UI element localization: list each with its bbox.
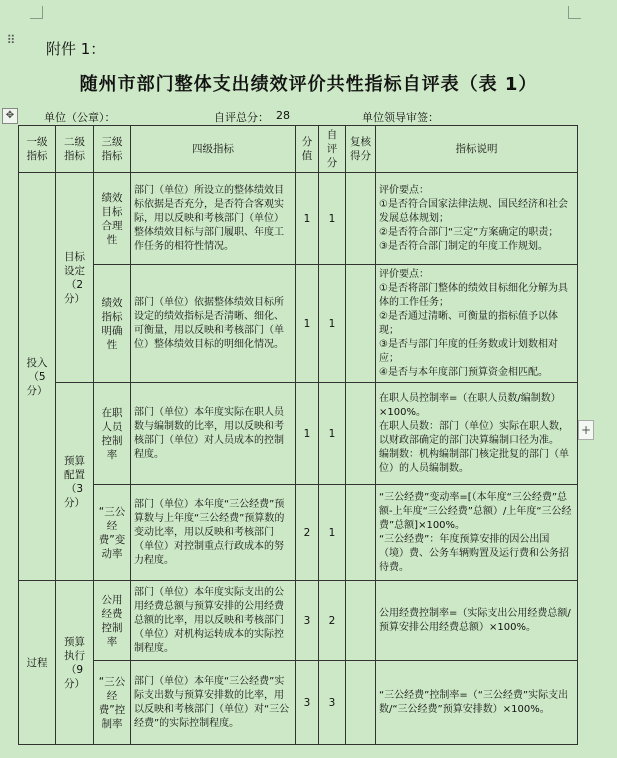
drag-handle-icon[interactable]: ⠿ <box>6 33 16 47</box>
attachment-label: 附件 1： <box>46 40 106 58</box>
score-value: 28 <box>276 109 290 122</box>
review-score-cell <box>346 265 376 383</box>
score-cell: 2 <box>296 485 319 581</box>
level3-cell: 公用经费控制率 <box>94 581 131 661</box>
column-header: 一级指标 <box>19 126 56 173</box>
self-score-cell: 1 <box>319 265 346 383</box>
level4-cell: 部门（单位）所设立的整体绩效目标依据是否充分，是否符合客观实际，用以反映和考核部门（单位）整体绩效目标与部门履职、年度工作任务的相符性情况。 <box>131 173 296 265</box>
table-move-icon[interactable]: ✥ <box>2 108 18 124</box>
self-score-cell: 1 <box>319 485 346 581</box>
review-score-cell <box>346 581 376 661</box>
table-row <box>19 661 578 745</box>
level4-cell: 部门（单位）本年度实际支出的公用经费总额与预算安排的公用经费总额的比率，用以反映和考核部门（单位）对机构运转成本的实际控制程度。 <box>131 581 296 661</box>
level1-process: 过程 <box>19 581 56 745</box>
column-header: 分值 <box>296 126 319 173</box>
page-corner-mark <box>568 6 581 19</box>
level3-cell: 绩效指标明确性 <box>94 265 131 383</box>
column-header: 二级指标 <box>56 126 94 173</box>
score-cell: 1 <box>296 383 319 485</box>
level3-cell: 在职人员控制率 <box>94 383 131 485</box>
score-cell: 1 <box>296 173 319 265</box>
document-title: 随州市部门整体支出绩效评价共性指标自评表（表 1） <box>79 74 538 95</box>
level1-input: 投入（5分） <box>19 173 56 581</box>
level2-budget: 预算配置（3分） <box>56 383 94 581</box>
note-cell: 在职人员控制率=（在职人员数/编制数）×100%。 在职人员数：部门（单位）实际在职人数，以财政部确定的部门决算编制口径为准。 编制数：机构编制部门核定批复的部门（单位）的人员编制数。 <box>376 383 578 485</box>
self-score-cell: 3 <box>319 661 346 745</box>
indicator-table <box>18 125 578 745</box>
note-cell: “三公经费”控制率=（“三公经费”实际支出数/“三公经费”预算安排数）×100%。 <box>376 661 578 745</box>
self-score-cell: 1 <box>319 383 346 485</box>
note-cell: 公用经费控制率=（实际支出公用经费总额/预算安排公用经费总额）×100%。 <box>376 581 578 661</box>
score-label: 自评总分： <box>214 111 269 124</box>
level2-goal: 目标设定（2分） <box>56 173 94 383</box>
table-row <box>19 485 578 581</box>
note-cell: 评价要点： ①是否符合国家法律法规、国民经济和社会发展总体规划； ②是否符合部门“三定”方案确定的职责； ③是否符合部门制定的年度工作规划。 <box>376 173 578 265</box>
self-score-cell: 2 <box>319 581 346 661</box>
column-header: 自评分 <box>319 126 346 173</box>
column-header: 复核得分 <box>346 126 376 173</box>
table-row <box>19 265 578 383</box>
review-score-cell <box>346 173 376 265</box>
level3-cell: “三公经费”变动率 <box>94 485 131 581</box>
column-header: 四级指标 <box>131 126 296 173</box>
score-cell: 3 <box>296 581 319 661</box>
column-header: 指标说明 <box>376 126 578 173</box>
table-header-row <box>19 126 578 173</box>
review-score-cell <box>346 383 376 485</box>
note-cell: “三公经费”变动率=[（本年度“三公经费”总额-上年度“三公经费”总额）/上年度“三公经费”总额]×100%。 “三公经费”：年度预算安排的因公出国（境）费、公务车辆购置及运行费和公务招待费。 <box>376 485 578 581</box>
level4-cell: 部门（单位）本年度实际在职人员数与编制数的比率，用以反映和考核部门（单位）对人员成本的控制程度。 <box>131 383 296 485</box>
level4-cell: 部门（单位）本年度“三公经费”实际支出数与预算安排数的比率，用以反映和考核部门（单位）对“三公经费”的实际控制程度。 <box>131 661 296 745</box>
unit-label: 单位（公章）： <box>44 111 116 124</box>
table-row <box>19 581 578 661</box>
level4-cell: 部门（单位）本年度“三公经费”预算数与上年度“三公经费”预算数的变动比率，用以反映和考核部门（单位）对控制重点行政成本的努力程度。 <box>131 485 296 581</box>
level4-cell: 部门（单位）依据整体绩效目标所设定的绩效指标是否清晰、细化、可衡量，用以反映和考核部门（单位）整体绩效目标的明细化情况。 <box>131 265 296 383</box>
score-cell: 3 <box>296 661 319 745</box>
table-row <box>19 173 578 265</box>
leader-label: 单位领导审签： <box>362 111 439 124</box>
level3-cell: 绩效目标合理性 <box>94 173 131 265</box>
review-score-cell <box>346 661 376 745</box>
level2-exec: 预算执行（9分） <box>56 581 94 745</box>
score-cell: 1 <box>296 265 319 383</box>
table-row <box>19 383 578 485</box>
page-corner-mark <box>30 6 43 19</box>
column-header: 三级指标 <box>94 126 131 173</box>
level3-cell: “三公经费”控制率 <box>94 661 131 745</box>
add-column-icon[interactable]: + <box>578 420 594 440</box>
note-cell: 评价要点： ①是否将部门整体的绩效目标细化分解为具体的工作任务； ②是否通过清晰、可衡量的指标值予以体现； ③是否与部门年度的任务数或计划数相对应； ④是否与本年度部门预算资金相匹配。 <box>376 265 578 383</box>
self-score-cell: 1 <box>319 173 346 265</box>
review-score-cell <box>346 485 376 581</box>
